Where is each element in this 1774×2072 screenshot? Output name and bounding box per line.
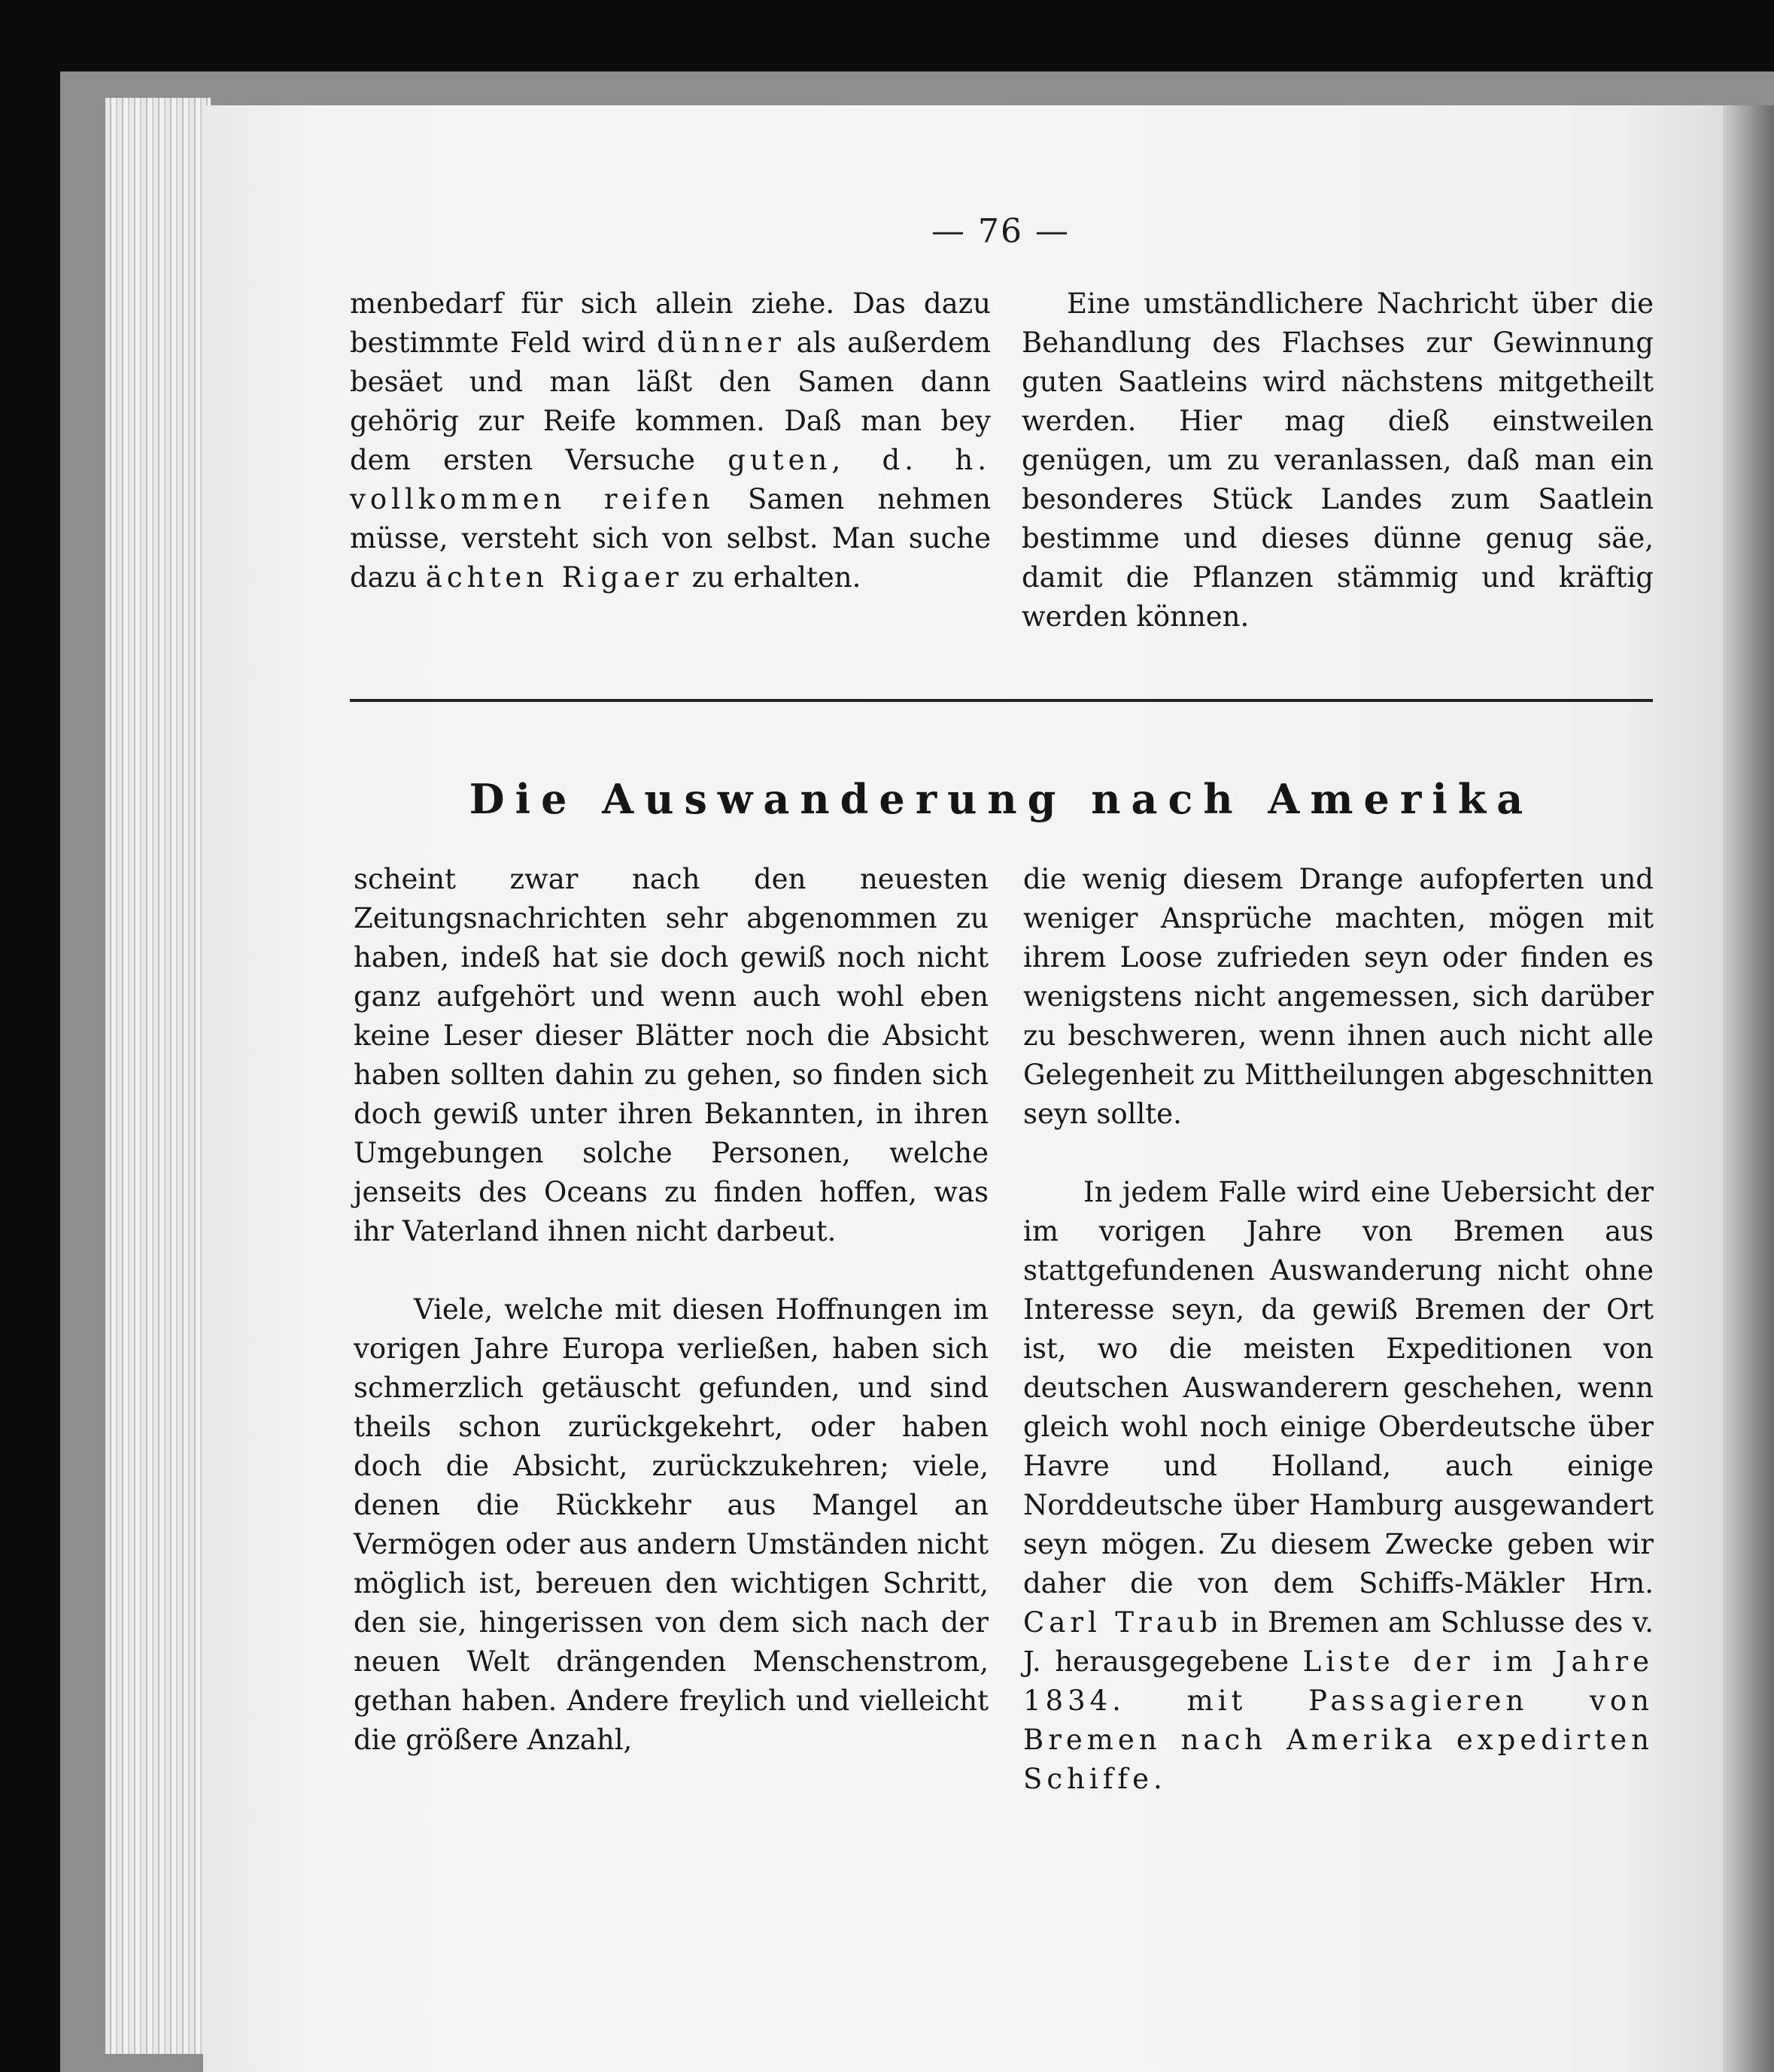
page-gutter-shadow <box>1723 105 1774 2072</box>
top-right-paragraph: Eine umständlichere Nachricht über die Behandlung des Flachses zur Gewinnung guten Saatleins wird nächstens mitgetheilt werden. Hier mag dieß einstweilen genügen, um zu veranlassen, daß man ein besonderes Stück Landes zum Saatlein bestimme und dieses dünne genug säe, damit die Pflanzen stämmig und kräftig werden können. <box>1022 287 1654 633</box>
book-page-edges <box>105 98 211 2054</box>
bottom-right-column <box>1023 860 1654 1799</box>
bottom-right-paragraph-2: In jedem Falle wird eine Uebersicht der im vorigen Jahre von Bremen aus stattgefundenen Auswanderung nicht ohne Interesse seyn, da gewiß Bremen der Ort ist, wo die meisten Expeditionen von deutschen Auswanderern geschehen, wenn gleich wohl noch einige Oberdeutsche über Havre und Holland, auch einige Norddeutsche über Hamburg ausgewandert seyn mögen. Zu diesem Zwecke geben wir daher die von dem Schiffs-Mäkler Hrn. Carl Traub in Bremen am Schlusse des v. J. herausgegebene Liste der im Jahre 1834. mit Passagieren von Bremen nach Amerika expedirten Schiffe. <box>1023 1176 1654 1795</box>
article-title: Die Auswanderung nach Amerika <box>469 775 1534 823</box>
top-right-column <box>1022 284 1654 636</box>
page-number: — 76 — <box>931 212 1070 251</box>
top-left-paragraph: menbedarf für sich allein ziehe. Das dazu bestimmte Feld wird dünner als außerdem besäet und man läßt den Samen dann gehörig zur Reife kommen. Daß man bey dem ersten Versuche guten, d. h. vollkommen reifen Samen nehmen müsse, versteht sich von selbst. Man suche dazu ächten Rigaer zu erhalten. <box>350 287 991 594</box>
section-divider <box>350 699 1653 702</box>
spaced-emphasis: Carl Traub <box>1023 1606 1223 1639</box>
spaced-emphasis: Liste der im Jahre 1834. mit Passagieren von Bremen nach Amerika expedirten Schiffe <box>1023 1645 1654 1795</box>
top-left-column <box>350 284 991 597</box>
bottom-right-paragraph-1: die wenig diesem Drange aufopferten und weniger Ansprüche machten, mögen mit ihrem Loose zufrieden seyn oder finden es wenigstens nicht angemessen, sich darüber zu beschweren, wenn ihnen auch nicht alle Gelegenheit zu Mittheilungen abgeschnitten seyn sollte. <box>1023 863 1654 1130</box>
bottom-left-column <box>354 860 989 1760</box>
bottom-left-paragraph-1: scheint zwar nach den neuesten Zeitungsnachrichten sehr abgenommen zu haben, indeß hat sie doch gewiß noch nicht ganz aufgehört und wenn auch wohl eben keine Leser dieser Blätter noch die Absicht haben sollten dahin zu gehen, so finden sich doch gewiß unter ihren Bekannten, in ihren Umgebungen solche Personen, welche jenseits des Oceans zu finden hoffen, was ihr Vaterland ihnen nicht darbeut. <box>354 863 989 1247</box>
bottom-left-paragraph-2: Viele, welche mit diesen Hoffnungen im vorigen Jahre Europa verließen, haben sich schmerzlich getäuscht gefunden, und sind theils schon zurückgekehrt, oder haben doch die Absicht, zurückzukehren; viele, denen die Rückkehr aus Mangel an Vermögen oder aus andern Umständen nicht möglich ist, bereuen den wichtigen Schritt, den sie, hingerissen von dem sich nach der neuen Welt drängenden Menschenstrom, gethan haben. Andere freylich und vielleicht die größere Anzahl, <box>354 1293 989 1756</box>
spaced-emphasis: dünner <box>657 327 785 359</box>
spaced-emphasis: guten, d. h. vollkommen reifen <box>350 444 991 515</box>
spaced-emphasis: ächten Rigaer <box>425 561 683 594</box>
